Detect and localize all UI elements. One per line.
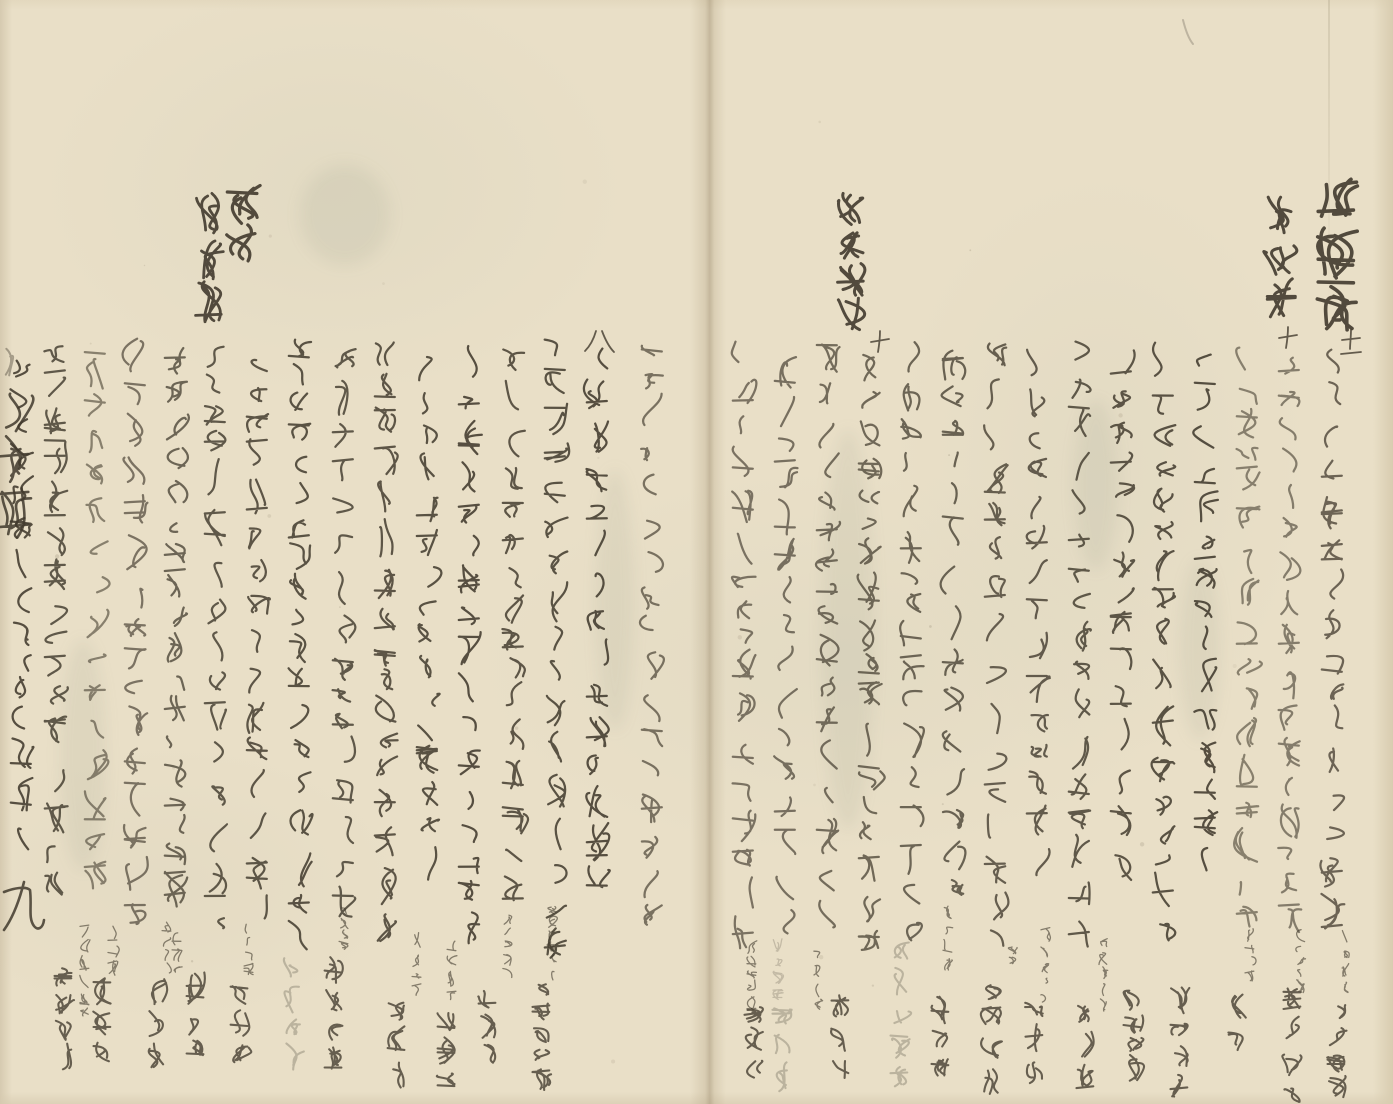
signature-attribution xyxy=(240,922,258,982)
signature-attribution xyxy=(104,925,122,975)
signature-attribution xyxy=(499,915,517,985)
signature-name xyxy=(280,958,308,1060)
signature-attribution xyxy=(408,932,426,995)
signature-name xyxy=(182,972,210,1056)
signature-name xyxy=(143,977,171,1050)
signature-name xyxy=(433,1012,461,1078)
signature-name xyxy=(320,955,348,1052)
signature-name xyxy=(50,968,78,1052)
signature-name xyxy=(383,1000,411,1078)
signature-name xyxy=(528,980,556,1075)
signature-attribution xyxy=(76,922,94,1018)
signature-attribution xyxy=(443,938,461,1005)
signature-name xyxy=(226,985,254,1058)
signature-attribution xyxy=(158,922,176,972)
signature-name xyxy=(474,990,502,1070)
signature-attribution xyxy=(543,905,561,975)
signature-attribution xyxy=(335,905,353,950)
